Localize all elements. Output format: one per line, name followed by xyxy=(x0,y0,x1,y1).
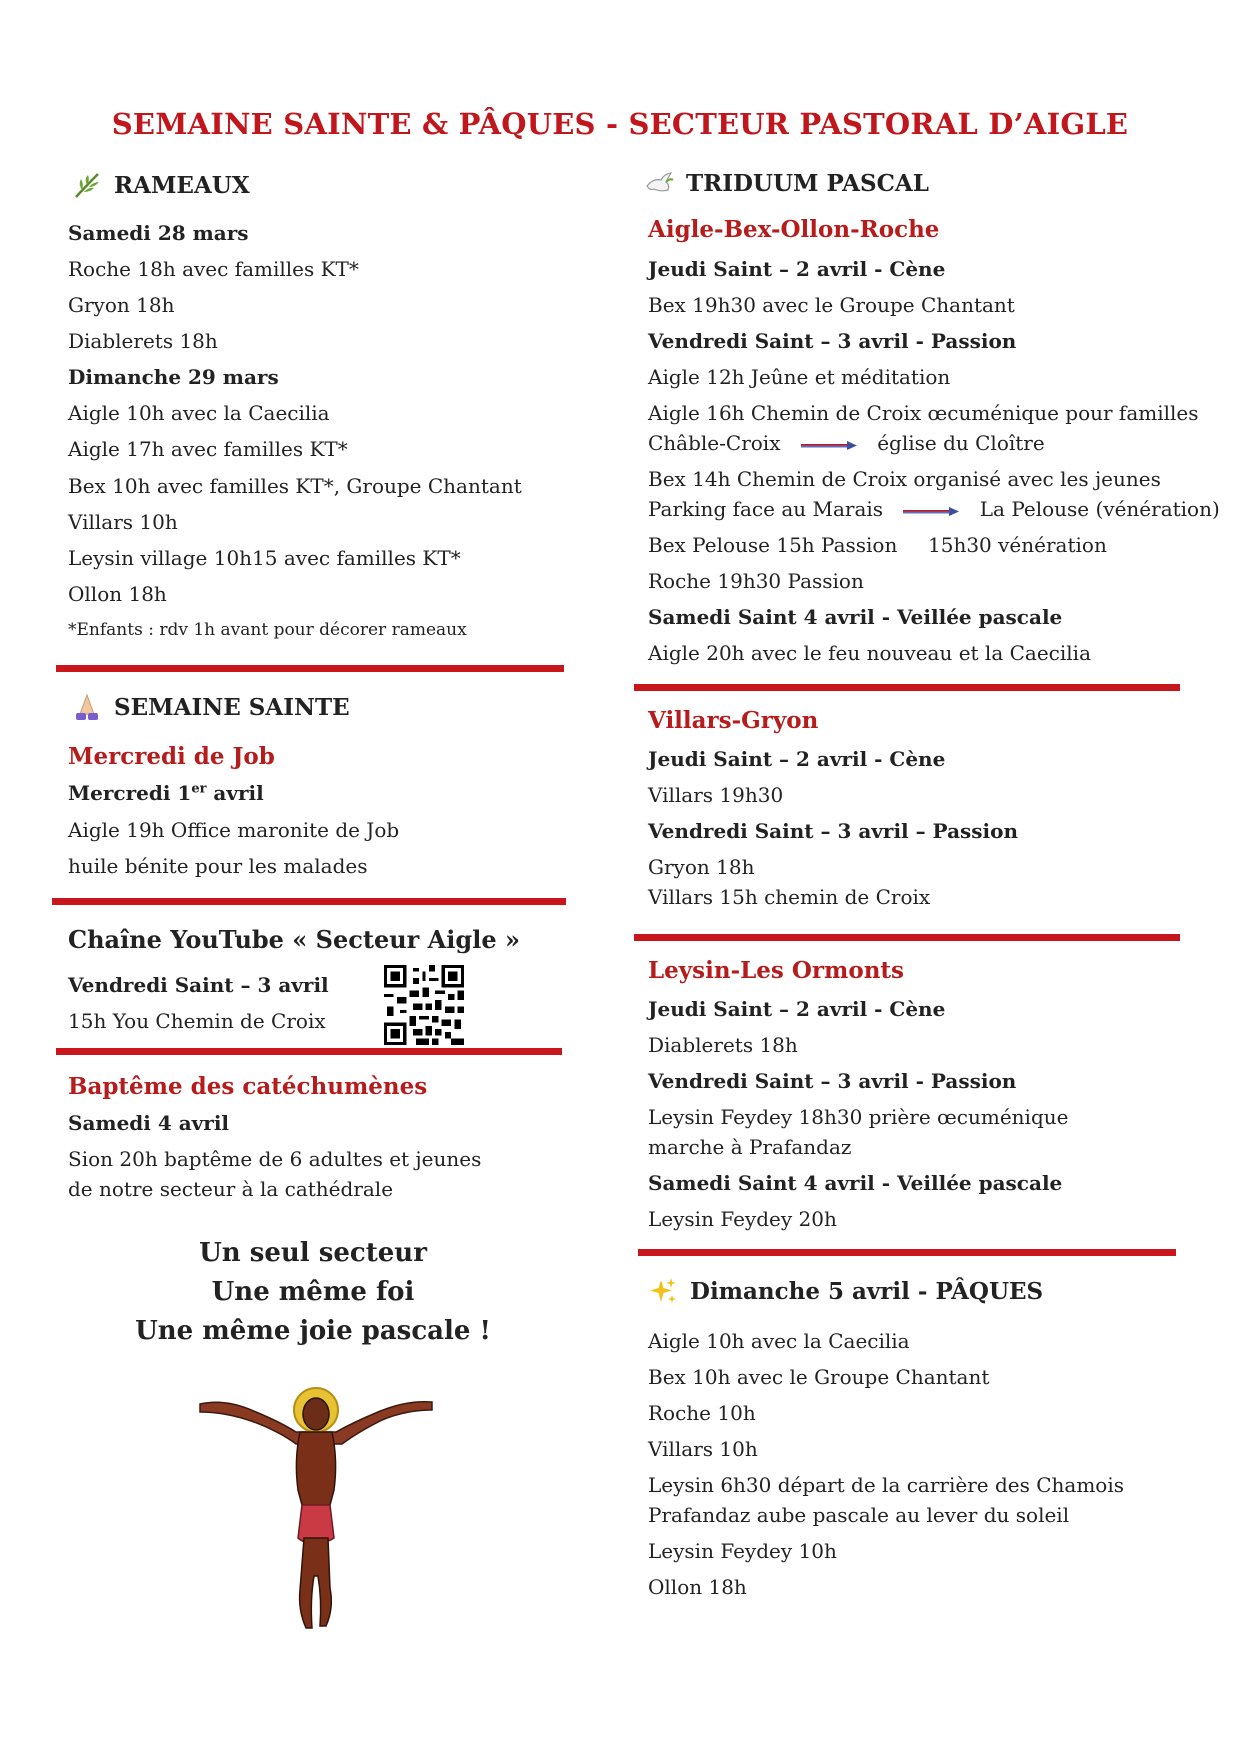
list-item: Aigle 17h avec familles KT* xyxy=(68,437,348,461)
semaine-sainte-heading-text: SEMAINE SAINTE xyxy=(114,693,350,721)
list-item: Roche 18h avec familles KT* xyxy=(68,257,359,281)
divider xyxy=(56,665,564,672)
route-to: église du Cloître xyxy=(877,431,1045,455)
list-item: Ollon 18h xyxy=(648,1575,747,1599)
list-item: Roche 10h xyxy=(648,1401,756,1425)
sparkles-icon xyxy=(648,1276,678,1306)
list-item: Diablerets 18h xyxy=(68,329,218,353)
list-item: Diablerets 18h xyxy=(648,1033,798,1057)
rameaux-day2: Dimanche 29 mars xyxy=(68,365,279,389)
rameaux-heading xyxy=(72,170,250,200)
route-from: Parking face au Marais xyxy=(648,497,884,521)
list-item: Aigle 20h avec le feu nouveau et la Caecilia xyxy=(648,641,1091,665)
list-item: Aigle 10h avec la Caecilia xyxy=(68,401,330,425)
list-item: Bex 19h30 avec le Groupe Chantant xyxy=(648,293,1015,317)
paques-heading-text: Dimanche 5 avril - PÂQUES xyxy=(690,1277,1044,1305)
triduum-heading xyxy=(644,168,929,198)
list-item: Bex 10h avec familles KT*, Groupe Chantant xyxy=(68,474,522,498)
list-item: Roche 19h30 Passion xyxy=(648,569,864,593)
villars-subtitle: Villars-Gryon xyxy=(648,707,819,734)
list-item: Bex 14h Chemin de Croix organisé avec les jeunes xyxy=(648,467,1161,491)
route-from: Châble-Croix xyxy=(648,431,781,455)
rameaux-heading-text: RAMEAUX xyxy=(114,171,250,199)
motto xyxy=(68,1234,558,1351)
aigle-samedi: Samedi Saint 4 avril - Veillée pascale xyxy=(648,605,1063,629)
divider xyxy=(56,1048,562,1055)
villars-jeudi: Jeudi Saint – 2 avril - Cène xyxy=(648,747,946,771)
list-item xyxy=(648,431,1045,455)
crucifix-image xyxy=(196,1380,436,1636)
day-suffix: avril xyxy=(206,781,264,805)
route-to: La Pelouse (vénération) xyxy=(979,497,1220,521)
leysin-vendredi: Vendredi Saint – 3 avril - Passion xyxy=(648,1069,1017,1093)
mercredi-job-subtitle: Mercredi de Job xyxy=(68,743,275,770)
list-item xyxy=(648,497,1220,521)
leysin-jeudi: Jeudi Saint – 2 avril - Cène xyxy=(648,997,946,1021)
list-item: Villars 10h xyxy=(648,1437,758,1461)
list-item: marche à Prafandaz xyxy=(648,1135,852,1159)
day-sup: er xyxy=(191,781,207,797)
palm-leaf-icon xyxy=(72,170,102,200)
list-item: Bex 10h avec le Groupe Chantant xyxy=(648,1365,990,1389)
motto-line: Une même joie pascale ! xyxy=(135,1316,491,1346)
leysin-subtitle: Leysin-Les Ormonts xyxy=(648,957,905,984)
motto-line: Un seul secteur xyxy=(199,1238,427,1268)
bapteme-day: Samedi 4 avril xyxy=(68,1111,230,1135)
divider xyxy=(634,684,1180,691)
bapteme-heading: Baptême des catéchumènes xyxy=(68,1073,428,1100)
arrow-right-icon xyxy=(801,440,857,450)
divider xyxy=(52,898,566,905)
list-item: Leysin Feydey 10h xyxy=(648,1539,837,1563)
list-item: Aigle 19h Office maronite de Job xyxy=(68,818,400,842)
arrow-right-icon xyxy=(903,506,959,516)
bapteme-line: de notre secteur à la cathédrale xyxy=(68,1177,394,1201)
motto-line: Une même foi xyxy=(211,1277,415,1307)
list-item: Aigle 16h Chemin de Croix œcuménique pour familles xyxy=(648,401,1199,425)
leysin-samedi: Samedi Saint 4 avril - Veillée pascale xyxy=(648,1171,1063,1195)
aigle-vendredi: Vendredi Saint – 3 avril - Passion xyxy=(648,329,1017,353)
list-item: Gryon 18h xyxy=(68,293,175,317)
list-item: Leysin village 10h15 avec familles KT* xyxy=(68,546,461,570)
youtube-item: 15h You Chemin de Croix xyxy=(68,1009,326,1033)
paques-heading xyxy=(648,1276,1043,1306)
list-item: huile bénite pour les malades xyxy=(68,854,368,878)
list-item: Leysin Feydey 18h30 prière œcuménique xyxy=(648,1105,1069,1129)
list-item: 15h30 vénération xyxy=(928,533,1107,557)
list-item: Aigle 10h avec la Caecilia xyxy=(648,1329,910,1353)
mercredi-day xyxy=(68,781,264,805)
divider xyxy=(638,1249,1176,1256)
list-item: Leysin Feydey 20h xyxy=(648,1207,837,1231)
list-item: Aigle 12h Jeûne et méditation xyxy=(648,365,951,389)
youtube-heading: Chaîne YouTube « Secteur Aigle » xyxy=(68,925,520,954)
page-title: SEMAINE SAINTE & PÂQUES - SECTEUR PASTORAL D’AIGLE xyxy=(111,107,1129,141)
list-item: Gryon 18h xyxy=(648,855,755,879)
rameaux-day1: Samedi 28 mars xyxy=(68,221,249,245)
praying-hands-icon xyxy=(72,692,102,722)
bapteme-line: Sion 20h baptême de 6 adultes et jeunes xyxy=(68,1147,482,1171)
day-prefix: Mercredi 1 xyxy=(68,781,192,805)
list-item: Bex Pelouse 15h Passion xyxy=(648,533,898,557)
list-item: Villars 10h xyxy=(68,510,178,534)
semaine-sainte-heading xyxy=(72,692,350,722)
list-item: Villars 15h chemin de Croix xyxy=(648,885,931,909)
villars-vendredi: Vendredi Saint – 3 avril – Passion xyxy=(648,819,1019,843)
aigle-jeudi: Jeudi Saint – 2 avril - Cène xyxy=(648,257,946,281)
list-item: Leysin 6h30 départ de la carrière des Chamois xyxy=(648,1473,1124,1497)
aigle-subtitle: Aigle-Bex-Ollon-Roche xyxy=(648,216,940,243)
dove-icon xyxy=(644,168,674,198)
divider xyxy=(634,934,1180,941)
rameaux-note: *Enfants : rdv 1h avant pour décorer rameaux xyxy=(68,620,467,640)
triduum-heading-text: TRIDUUM PASCAL xyxy=(686,169,929,197)
list-item: Prafandaz aube pascale au lever du soleil xyxy=(648,1503,1070,1527)
list-item: Villars 19h30 xyxy=(648,783,784,807)
youtube-day: Vendredi Saint – 3 avril xyxy=(68,973,329,997)
qr-code-icon[interactable] xyxy=(384,965,464,1045)
list-item: Ollon 18h xyxy=(68,582,167,606)
